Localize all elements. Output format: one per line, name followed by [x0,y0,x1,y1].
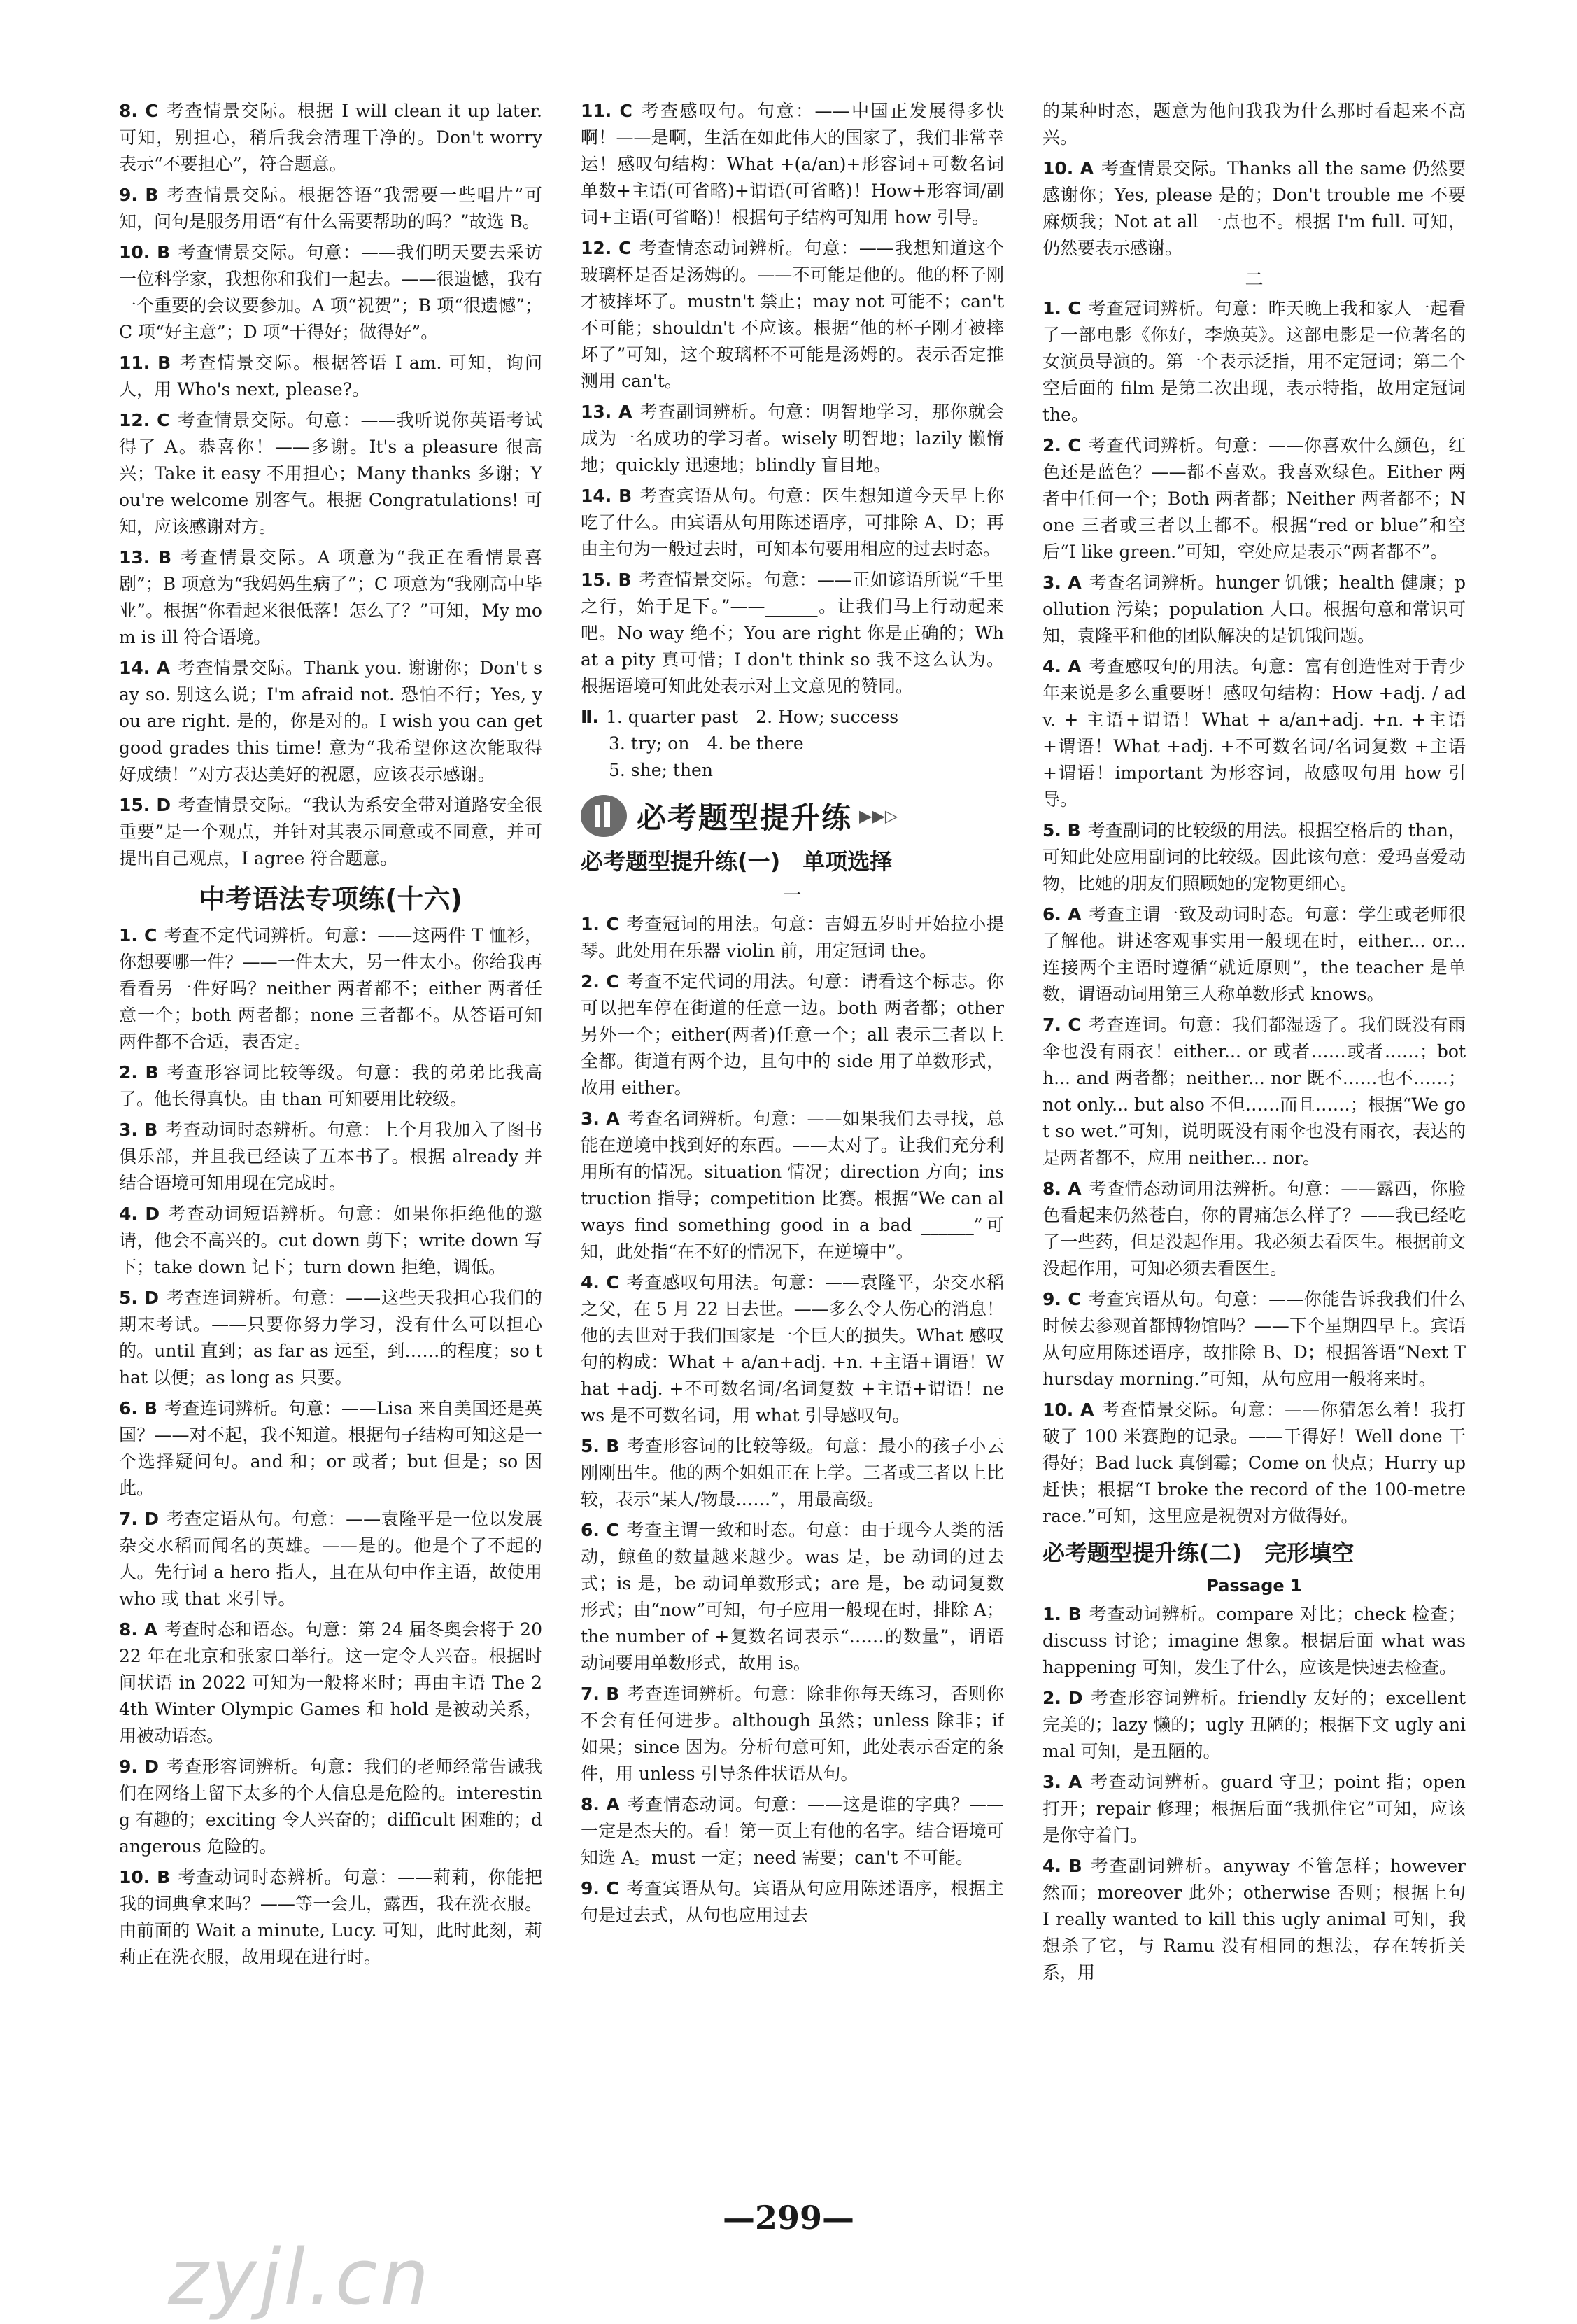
answer-explanation: 考查不定代词辨析。句意：——这两件 T 恤衫，你想要哪一件？——一件太大，另一件太小。你给我再看看另一件好吗？neither 两者都不；either 两者任意一个；both 两者都；none 三者都不。从答语可知两件都不合适，表否定。 [119,925,542,1052]
answer-explanation: 考查情态动词辨析。句意：——我想知道这个玻璃杯是否是汤姆的。——不可能是他的。他的杯子刚才被摔坏了。mustn't 禁止；may not 可能不；can't 不可能；shouldn't 不应该。根据“他的杯子刚才被摔坏了”可知，这个玻璃杯不可能是汤姆的。表示否定推测用 can't。 [581,238,1004,391]
answer-item [581,399,1004,479]
answer-list-2b [581,911,1004,1929]
answer-explanation: 考查情景交际。根据 I will clean it up later. 可知，别担心，稍后我会清理干净的。Don't worry 表示“不要担心”，符合题意。 [119,101,542,174]
answer-explanation: 考查动词时态辨析。句意：上个月我加入了图书俱乐部，并且我已经读了五本书了。根据 already 并结合语境可知用现在完成时。 [119,1120,542,1193]
answer-item [1042,901,1466,1008]
answer-item [119,1395,542,1502]
answer-number: 10. A [1042,158,1094,178]
part2-line-2: 3. try; on 4. be there [609,733,804,754]
answer-number: 9. B [119,185,159,205]
answer-explanation: 考查冠词辨析。句意：昨天晚上我和家人一起看了一部电影《你好，李焕英》。这部电影是一位著名的女演员导演的。第一个表示泛指，用不定冠词；第二个空后面的 film 是第二次出现，表示特指，故用定冠词 the。 [1042,298,1466,425]
answer-number: 8. C [119,101,158,121]
answer-explanation: 考查副词的比较级的用法。根据空格后的 than，可知此处应用副词的比较级。因此该句意：爱玛喜爱动物，比她的朋友们照顾她的宠物更细心。 [1042,820,1466,894]
answer-number: 3. A [581,1108,620,1129]
answer-number: 9. C [581,1878,619,1899]
answer-explanation: 考查动词辨析。guard 守卫；point 指；open 打开；repair 修理；根据后面“我抓住它”可知，应该是你守着门。 [1042,1772,1466,1845]
answer-explanation: 考查定语从句。句意：——袁隆平是一位以发展杂交水稻而闻名的英雄。——是的。他是个了不起的人。先行词 a hero 指人，且在从句中作主语，故使用 who 或 that 来引导。 [119,1509,542,1609]
answer-explanation: 考查情景交际。A 项意为“我正在看情景喜剧”；B 项意为“我妈妈生病了”；C 项意为“我刚高中毕业”。根据“你看起来很低落！怎么了？”可知，My mom is ill 符合语境。 [119,547,542,647]
answer-number: 14. A [119,658,171,678]
answer-item [1042,295,1466,428]
answer-explanation: 考查情景交际。Thank you. 谢谢你；Don't say so. 别这么说；I'm afraid not. 恐怕不行；Yes, you are right. 是的，你是对的。I wish you can get good grades this time! 意为“我希望你这次能取得好成绩！”对方表达美好的祝愿，应该表示感谢。 [119,658,542,784]
answer-item [119,350,542,403]
answer-explanation: 考查宾语从句。句意：医生想知道今天早上你吃了什么。由宾语从句用陈述语序，可排除 A、D；再由主句为一般过去时，可知本句要用相应的过去时态。 [581,486,1004,559]
answer-number: 5. D [119,1288,159,1308]
answer-item [119,544,542,651]
answer-item [1042,1397,1466,1530]
answer-number: 13. B [119,547,172,568]
part2-line-3: 5. she; then [609,760,713,780]
answer-item [119,1285,542,1391]
answer-number: 6. C [581,1520,619,1540]
answer-explanation: 考查连词辨析。句意：——这些天我担心我们的期末考试。——只要你努力学习，没有什么可以担心的。until 直到；as far as 远至，到……的程度；so that 以便；as long as 只要。 [119,1288,542,1388]
answer-item [119,792,542,872]
answer-explanation: 考查宾语从句。宾语从句应用陈述语序，根据主句是过去式，从句也应用过去 [581,1878,1004,1925]
answer-item [1042,1769,1466,1849]
answer-item [581,911,1004,964]
answer-explanation: 考查形容词辨析。句意：我们的老师经常告诫我们在网络上留下太多的个人信息是危险的。interesting 有趣的；exciting 令人兴奋的；difficult 困难的；dangerous 危险的。 [119,1756,542,1857]
answer-number: 5. B [1042,820,1081,840]
answer-number: 4. B [1042,1856,1082,1876]
part2-line-1: 1. quarter past 2. How; success [605,707,899,727]
answer-explanation: 考查情态动词。句意：——这是谁的字典？——一定是杰夫的。看！第一页上有他的名字。结合语境可知选 A。must 一定；need 需要；can't 不可能。 [581,1794,1004,1868]
answer-number: 10. B [119,242,171,262]
answer-item [119,1201,542,1281]
column-3 [1042,98,1466,2197]
answer-item [119,98,542,178]
answer-list-1b [119,922,542,1971]
answer-item [1042,1012,1466,1171]
answer-explanation: 考查宾语从句。句意：——你能告诉我我们什么时候去参观首都博物馆吗？——下个星期四早上。宾语从句应用陈述语序，故排除 B、D；根据答语“Next Thursday morning.”可知，从句应用一般将来时。 [1042,1289,1466,1389]
answer-number: 5. B [581,1436,620,1456]
answer-item [1042,432,1466,565]
answer-item [581,1106,1004,1265]
answer-item [581,1433,1004,1513]
answer-number: 1. C [1042,298,1081,318]
answer-explanation: 考查主谓一致和时态。句意：由于现今人类的活动，鲸鱼的数量越来越少。was 是，be 动词的过去式；is 是，be 动词单数形式；are 是，be 动词复数形式；由“now”可知，句子应用一般现在时，排除 A；the number of +复数名词表示“……的数量”，谓语动词要用单数形式，故用 is。 [581,1520,1004,1673]
answer-number: 15. D [119,795,171,815]
answer-number: 1. C [581,914,619,934]
answer-number: 10. A [1042,1400,1094,1420]
answer-item [119,1864,542,1971]
answer-list-3a [1042,98,1466,262]
answer-item [581,969,1004,1101]
answer-item [581,98,1004,231]
answer-explanation: 考查感叹句。句意：——中国正发展得多快啊！——是啊，生活在如此伟大的国家了，我们非常幸运！感叹句结构：What +(a/an)+形容词+可数名词单数+主语(可省略)+谓语(可省略)！How+形容词/副词+主语(可省略)！根据句子结构可知用 how 引导。 [581,101,1004,227]
answer-number: 3. B [119,1120,158,1140]
answer-item [119,1506,542,1612]
answer-item [1042,654,1466,813]
answer-item [581,1681,1004,1787]
answer-item [1042,1286,1466,1393]
answer-explanation: 考查主谓一致及动词时态。句意：学生或老师很了解他。讲述客观事实用一般现在时，either... or... 连接两个主语时遵循“就近原则”，the teacher 是单数，谓语动词用第三人称单数形式 knows。 [1042,904,1466,1004]
answer-item [1042,570,1466,649]
answer-number: 14. B [581,486,632,506]
answer-explanation: 的某种时态，题意为他问我我为什么那时看起来不高兴。 [1042,101,1466,148]
answer-item [1042,98,1466,151]
answer-item [581,1791,1004,1871]
answer-number: 3. A [1042,1772,1082,1792]
answer-number: 4. A [1042,656,1082,677]
answer-item [119,1754,542,1860]
answer-explanation: 考查情景交际。根据答语 I am. 可知，询问人，用 Who's next, please?。 [119,353,542,400]
answer-number: 12. C [581,238,632,258]
section-title-cloze: 必考题型提升练(二) 完形填空 [1042,1540,1355,1566]
answer-explanation: 考查名词辨析。hunger 饥饿；health 健康；pollution 污染；population 人口。根据句意和常识可知，袁隆平和他的团队解决的是饥饿问题。 [1042,572,1466,646]
answer-item [1042,817,1466,897]
answer-item [119,1059,542,1113]
answer-number: 2. C [581,971,619,992]
column-1 [119,98,542,2197]
answer-explanation: 考查名词辨析。句意：——如果我们去寻找，总能在逆境中找到好的东西。——太对了。让我们充分利用所有的情况。situation 情况；direction 方向；instruction 指导；competition 比赛。根据“We can always find something good in a bad ______”可知，此处指“在不好的情况下，在逆境中”。 [581,1108,1004,1262]
section-title-grammar-16: 中考语法专项练(十六) [199,884,462,915]
answer-number: 1. B [1042,1604,1082,1624]
answer-number: 2. C [1042,435,1081,456]
answer-list-2a [581,98,1004,700]
answer-explanation: 考查形容词比较等级。句意：我的弟弟比我高了。他长得真快。由 than 可知要用比较级。 [119,1062,542,1109]
answer-explanation: 考查感叹句用法。句意：——袁隆平，杂交水稻之父，在 5 月 22 日去世。——多么令人伤心的消息！他的去世对于我们国家是一个巨大的损失。What 感叹句的构成：What + a/an+adj. +n. +主语+谓语！What +adj. +不可数名词/名词复数 +主语+谓语！news 是不可数名词，用 what 引导感叹句。 [581,1272,1004,1425]
answer-explanation: 考查情景交际。根据答语“我需要一些唱片”可知，问句是服务用语“有什么需要帮助的吗？”故选 B。 [119,185,542,232]
answer-number: 10. B [119,1867,171,1887]
part2-answers [581,704,1004,784]
answer-explanation: 考查连词辨析。句意：——Lisa 来自美国还是英国？——对不起，我不知道。根据句子结构可知这是一个选择疑问句。and 和；or 或者；but 但是；so 因此。 [119,1398,542,1498]
answer-explanation: 考查代词辨析。句意：——你喜欢什么颜色，红色还是蓝色？——都不喜欢。我喜欢绿色。Either 两者中任何一个；Both 两者都；Neither 两者都不；None 三者或三者以上都不。根据“red or blue”和空后“I like green.”可知，空处应是表示“两者都不”。 [1042,435,1466,562]
answer-number: 8. A [119,1619,158,1640]
answer-number: 9. C [1042,1289,1081,1309]
answer-list-3b [1042,295,1466,1530]
part2-label: Ⅱ. [581,707,599,727]
section-title-single-choice: 必考题型提升练(一) 单项选择 [581,848,893,875]
answer-explanation: 考查连词辨析。句意：除非你每天练习，否则你不会有任何进步。although 虽然；unless 除非；if 如果；since 因为。分析句意可知，此处表示否定的条件，用 unless 引导条件状语从句。 [581,1684,1004,1784]
answer-list-1a [119,98,542,872]
answer-explanation: 考查情景交际。“我认为系安全带对道路安全很重要”是一个观点，并针对其表示同意或不同意，并可提出自己观点，I agree 符合题意。 [119,795,542,868]
part-mark-one: 一 [783,885,802,906]
answer-explanation: 考查连词。句意：我们都湿透了。我们既没有雨伞也没有雨衣！either... or 或者……或者……；both... and 两者都；neither... nor 既不……也不……；not only... but also 不但……而且……；根据“We got so wet.”可知，说明既没有雨伞也没有雨衣，表达的是两者都不，应用 neither... nor。 [1042,1015,1466,1168]
answer-explanation: 考查情景交际。Thanks all the same 仍然要感谢你；Yes, please 是的；Don't trouble me 不要麻烦我；Not at all 一点也不。根据 I'm full. 可知，仍然要表示感谢。 [1042,158,1466,258]
answer-number: 4. C [581,1272,619,1293]
answer-number: 6. A [1042,904,1082,924]
answer-item [581,1875,1004,1929]
watermark-logo: zyjl.cn [168,2232,432,2322]
answer-item [119,1117,542,1197]
answer-explanation: 考查感叹句的用法。句意：富有创造性对于青少年来说是多么重要呀！感叹句结构：How +adj. / adv. + 主语+谓语！What + a/an+adj. +n. +主语+谓语！What +adj. +不可数名词/名词复数 +主语+谓语！important 为形容词，故感叹句用 how 引导。 [1042,656,1466,810]
arrows-icon: ▶▶▷ [859,806,898,826]
column-2 [581,98,1004,2197]
answer-explanation: 考查动词辨析。compare 对比；check 检查；discuss 讨论；imagine 想象。根据后面 what was happening 可知，发生了什么，应该是快速去检查。 [1042,1604,1466,1677]
banner-title: 必考题型提升练 [637,801,853,835]
answer-explanation: 考查动词短语辨析。句意：如果你拒绝他的邀请，他会不高兴的。cut down 剪下；write down 写下；take down 记下；turn down 拒绝，调低。 [119,1204,542,1277]
answer-page [119,98,1466,2197]
answer-item [581,235,1004,395]
answer-item [119,182,542,235]
book-icon [581,795,627,837]
passage-label: Passage 1 [1206,1576,1302,1596]
answer-number: 9. D [119,1756,159,1777]
answer-explanation: 考查不定代词的用法。句意：请看这个标志。你可以把车停在街道的任意一边。both 两者都；other 另外一个；either(两者)任意一个；all 表示三者以上全都。街道有两个边，且句中的 side 用了单数形式，故用 either。 [581,971,1004,1098]
answer-explanation: 考查情景交际。句意：——我听说你英语考试得了 A。恭喜你！——多谢。It's a pleasure 很高兴；Take it easy 不用担心；Many thanks 多谢；You're welcome 别客气。根据 Congratulations! 可知，应该感谢对方。 [119,410,542,537]
answer-item [119,239,542,346]
answer-item [1042,155,1466,262]
answer-number: 12. C [119,410,170,430]
answer-number: 3. A [1042,572,1082,593]
answer-item [119,655,542,788]
answer-item [1042,1176,1466,1282]
answer-item [581,483,1004,563]
answer-item [1042,1685,1466,1765]
part-mark-two: 二 [1245,269,1264,290]
answer-item [581,1517,1004,1677]
answer-number: 7. D [119,1509,159,1529]
answer-item [1042,1853,1466,1986]
answer-explanation: 考查情景交际。句意：——我们明天要去采访一位科学家，我想你和我们一起去。——很遗憾，我有一个重要的会议要参加。A 项“祝贺”；B 项“很遗憾”；C 项“好主意”；D 项“干得好；做得好”。 [119,242,542,342]
answer-explanation: 考查冠词的用法。句意：吉姆五岁时开始拉小提琴。此处用在乐器 violin 前，用定冠词 the。 [581,914,1004,961]
page-number: —299— [722,2199,855,2237]
answer-number: 7. C [1042,1015,1081,1035]
answer-number: 4. D [119,1204,160,1224]
answer-item [119,407,542,540]
answer-number: 8. A [1042,1178,1082,1199]
answer-number: 15. B [581,570,632,590]
answer-number: 6. B [119,1398,157,1418]
answer-item [1042,1601,1466,1681]
answer-item [119,922,542,1055]
answer-explanation: 考查副词辨析。anyway 不管怎样；however 然而；moreover 此外；otherwise 否则；根据上句 I really wanted to kill this ugly animal 可知，我想杀了它，与 Ramu 没有相同的想法，存在转折关系，用 [1042,1856,1466,1983]
answer-explanation: 考查情景交际。句意：——正如谚语所说“千里之行，始于足下。”——______。让我们马上行动起来吧。No way 绝不；You are right 你是正确的；What a pity 真可惜；I don't think so 我不这么认为。根据语境可知此处表示对上文意见的赞同。 [581,570,1004,696]
answer-number: 7. B [581,1684,620,1704]
answer-number: 11. B [119,353,171,373]
answer-explanation: 考查形容词辨析。friendly 友好的；excellent 完美的；lazy 懒的；ugly 丑陋的；根据下文 ugly animal 可知，是丑陋的。 [1042,1688,1466,1761]
answer-number: 8. A [581,1794,620,1815]
answer-number: 1. C [119,925,157,945]
answer-number: 13. A [581,402,632,422]
answer-item [581,1269,1004,1429]
section-banner [581,794,1004,838]
answer-number: 2. B [119,1062,159,1083]
answer-list-3c [1042,1601,1466,1986]
answer-explanation: 考查情态动词用法辨析。句意：——露西，你脸色看起来仍然苍白，你的胃痛怎么样了？——我已经吃了一些药，但是没起作用。我必须去看医生。根据前文没起作用，可知必须去看医生。 [1042,1178,1466,1279]
answer-explanation: 考查情景交际。句意：——你猜怎么着！我打破了 100 米赛跑的记录。——干得好！Well done 干得好；Bad luck 真倒霉；Come on 快点；Hurry up 赶快；根据“I broke the record of the 100-metre race.”可知，这里应是祝贺对方做得好。 [1042,1400,1466,1526]
answer-number: 11. C [581,101,632,121]
answer-explanation: 考查副词辨析。句意：明智地学习，那你就会成为一名成功的学习者。wisely 明智地；lazily 懒惰地；quickly 迅速地；blindly 盲目地。 [581,402,1004,475]
answer-explanation: 考查时态和语态。句意：第 24 届冬奥会将于 2022 年在北京和张家口举行。这一定令人兴奋。根据时间状语 in 2022 可知为一般将来时；再由主语 The 24th Winter Olympic Games 和 hold 是被动关系，用被动语态。 [119,1619,542,1746]
answer-number: 2. D [1042,1688,1083,1708]
answer-item [119,1617,542,1749]
answer-explanation: 考查动词时态辨析。句意：——莉莉，你能把我的词典拿来吗？——等一会儿，露西，我在洗衣服。由前面的 Wait a minute, Lucy. 可知，此时此刻，莉莉正在洗衣服，故用现在进行时。 [119,1867,542,1967]
answer-explanation: 考查形容词的比较等级。句意：最小的孩子小云刚刚出生。他的两个姐姐正在上学。三者或三者以上比较，表示“某人/物最……”，用最高级。 [581,1436,1004,1509]
answer-item [581,567,1004,700]
